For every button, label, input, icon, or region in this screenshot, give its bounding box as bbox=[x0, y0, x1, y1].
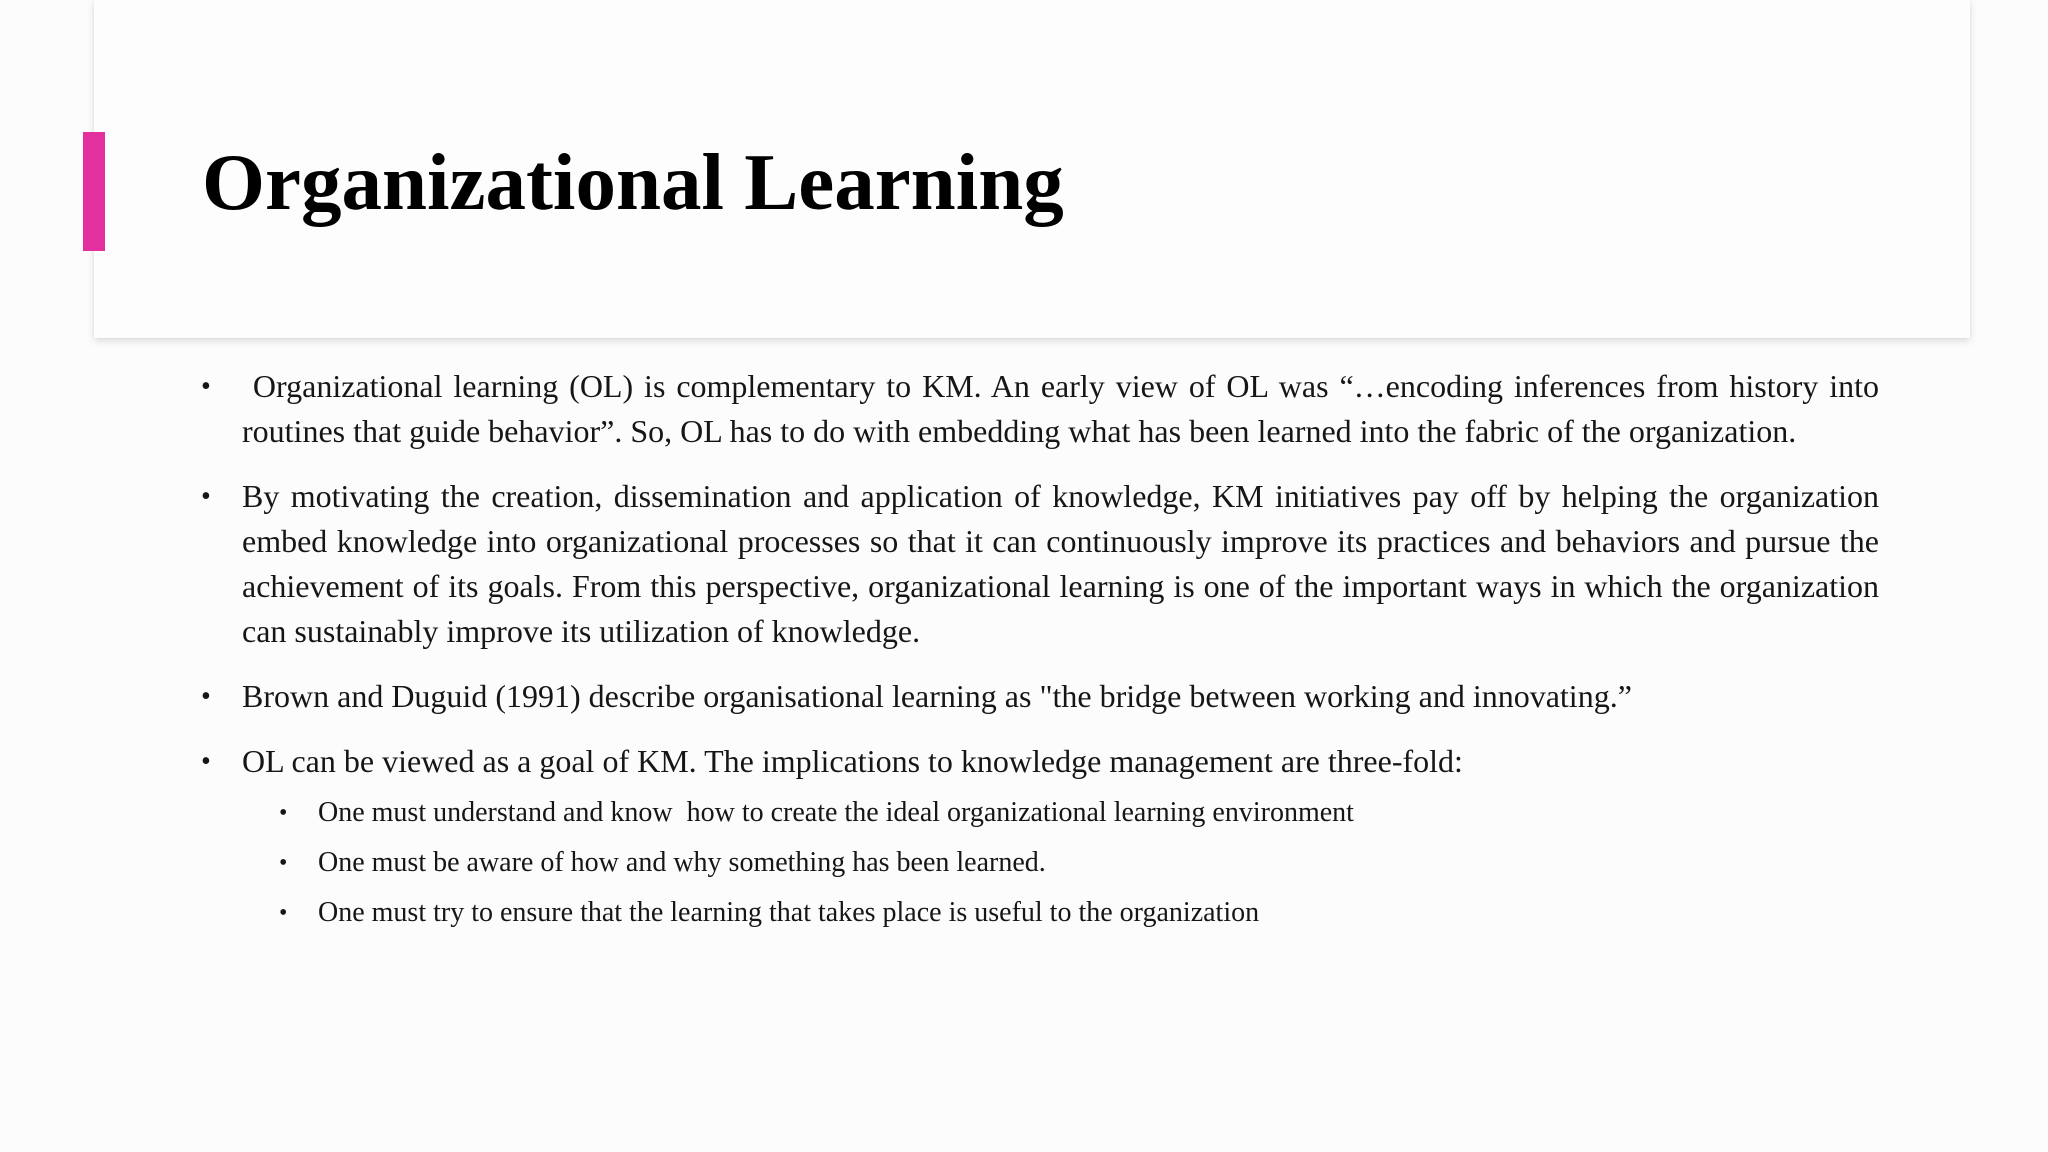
bullet-list bbox=[0, 364, 2048, 934]
sub-bullet-item bbox=[279, 842, 1879, 884]
bullet-text: OL can be viewed as a goal of KM. The implications to knowledge management are three-fold: bbox=[242, 743, 1463, 779]
bullet-item bbox=[201, 364, 1888, 454]
bullet-dot-icon: • bbox=[201, 481, 211, 512]
bullet-text: Organizational learning (OL) is complementary to KM. An early view of OL was “…encoding inferences from history into routines that guide behavior”. So, OL has to do with embedding what has been learned into the fabric of the organization. bbox=[242, 368, 1888, 449]
sub-bullet-dot-icon: • bbox=[279, 850, 288, 876]
slide-content bbox=[0, 364, 2048, 954]
slide-title: Organizational Learning bbox=[202, 137, 1064, 227]
sub-bullet-dot-icon: • bbox=[279, 900, 288, 926]
sub-bullet-text: One must be aware of how and why something has been learned. bbox=[318, 847, 1046, 878]
bullet-dot-icon: • bbox=[201, 681, 211, 712]
sub-bullet-list bbox=[242, 792, 1879, 934]
bullet-text: By motivating the creation, dissemination and application of knowledge, KM initiatives pay off by helping the organization embed knowledge into organizational processes so that it can continuously improve its practices and behaviors and pursue the achievement of its goals. From this perspective, organizational learning is one of the important ways in which the organization can sustainably improve its utilization of knowledge. bbox=[242, 478, 1879, 649]
bullet-item bbox=[201, 474, 1879, 654]
bullet-text: Brown and Duguid (1991) describe organisational learning as "the bridge between working and innovating.” bbox=[242, 678, 1632, 714]
bullet-dot-icon: • bbox=[201, 746, 211, 777]
sub-bullet-text: One must try to ensure that the learning that takes place is useful to the organization bbox=[318, 897, 1260, 928]
bullet-item bbox=[201, 739, 1879, 934]
sub-bullet-item bbox=[279, 892, 1879, 934]
bullet-item bbox=[201, 674, 1879, 719]
bullet-dot-icon: • bbox=[201, 371, 211, 402]
accent-bar bbox=[83, 132, 105, 251]
sub-bullet-dot-icon: • bbox=[279, 800, 288, 826]
sub-bullet-text: One must understand and know how to create the ideal organizational learning environment bbox=[318, 797, 1354, 828]
sub-bullet-item bbox=[279, 792, 1879, 834]
